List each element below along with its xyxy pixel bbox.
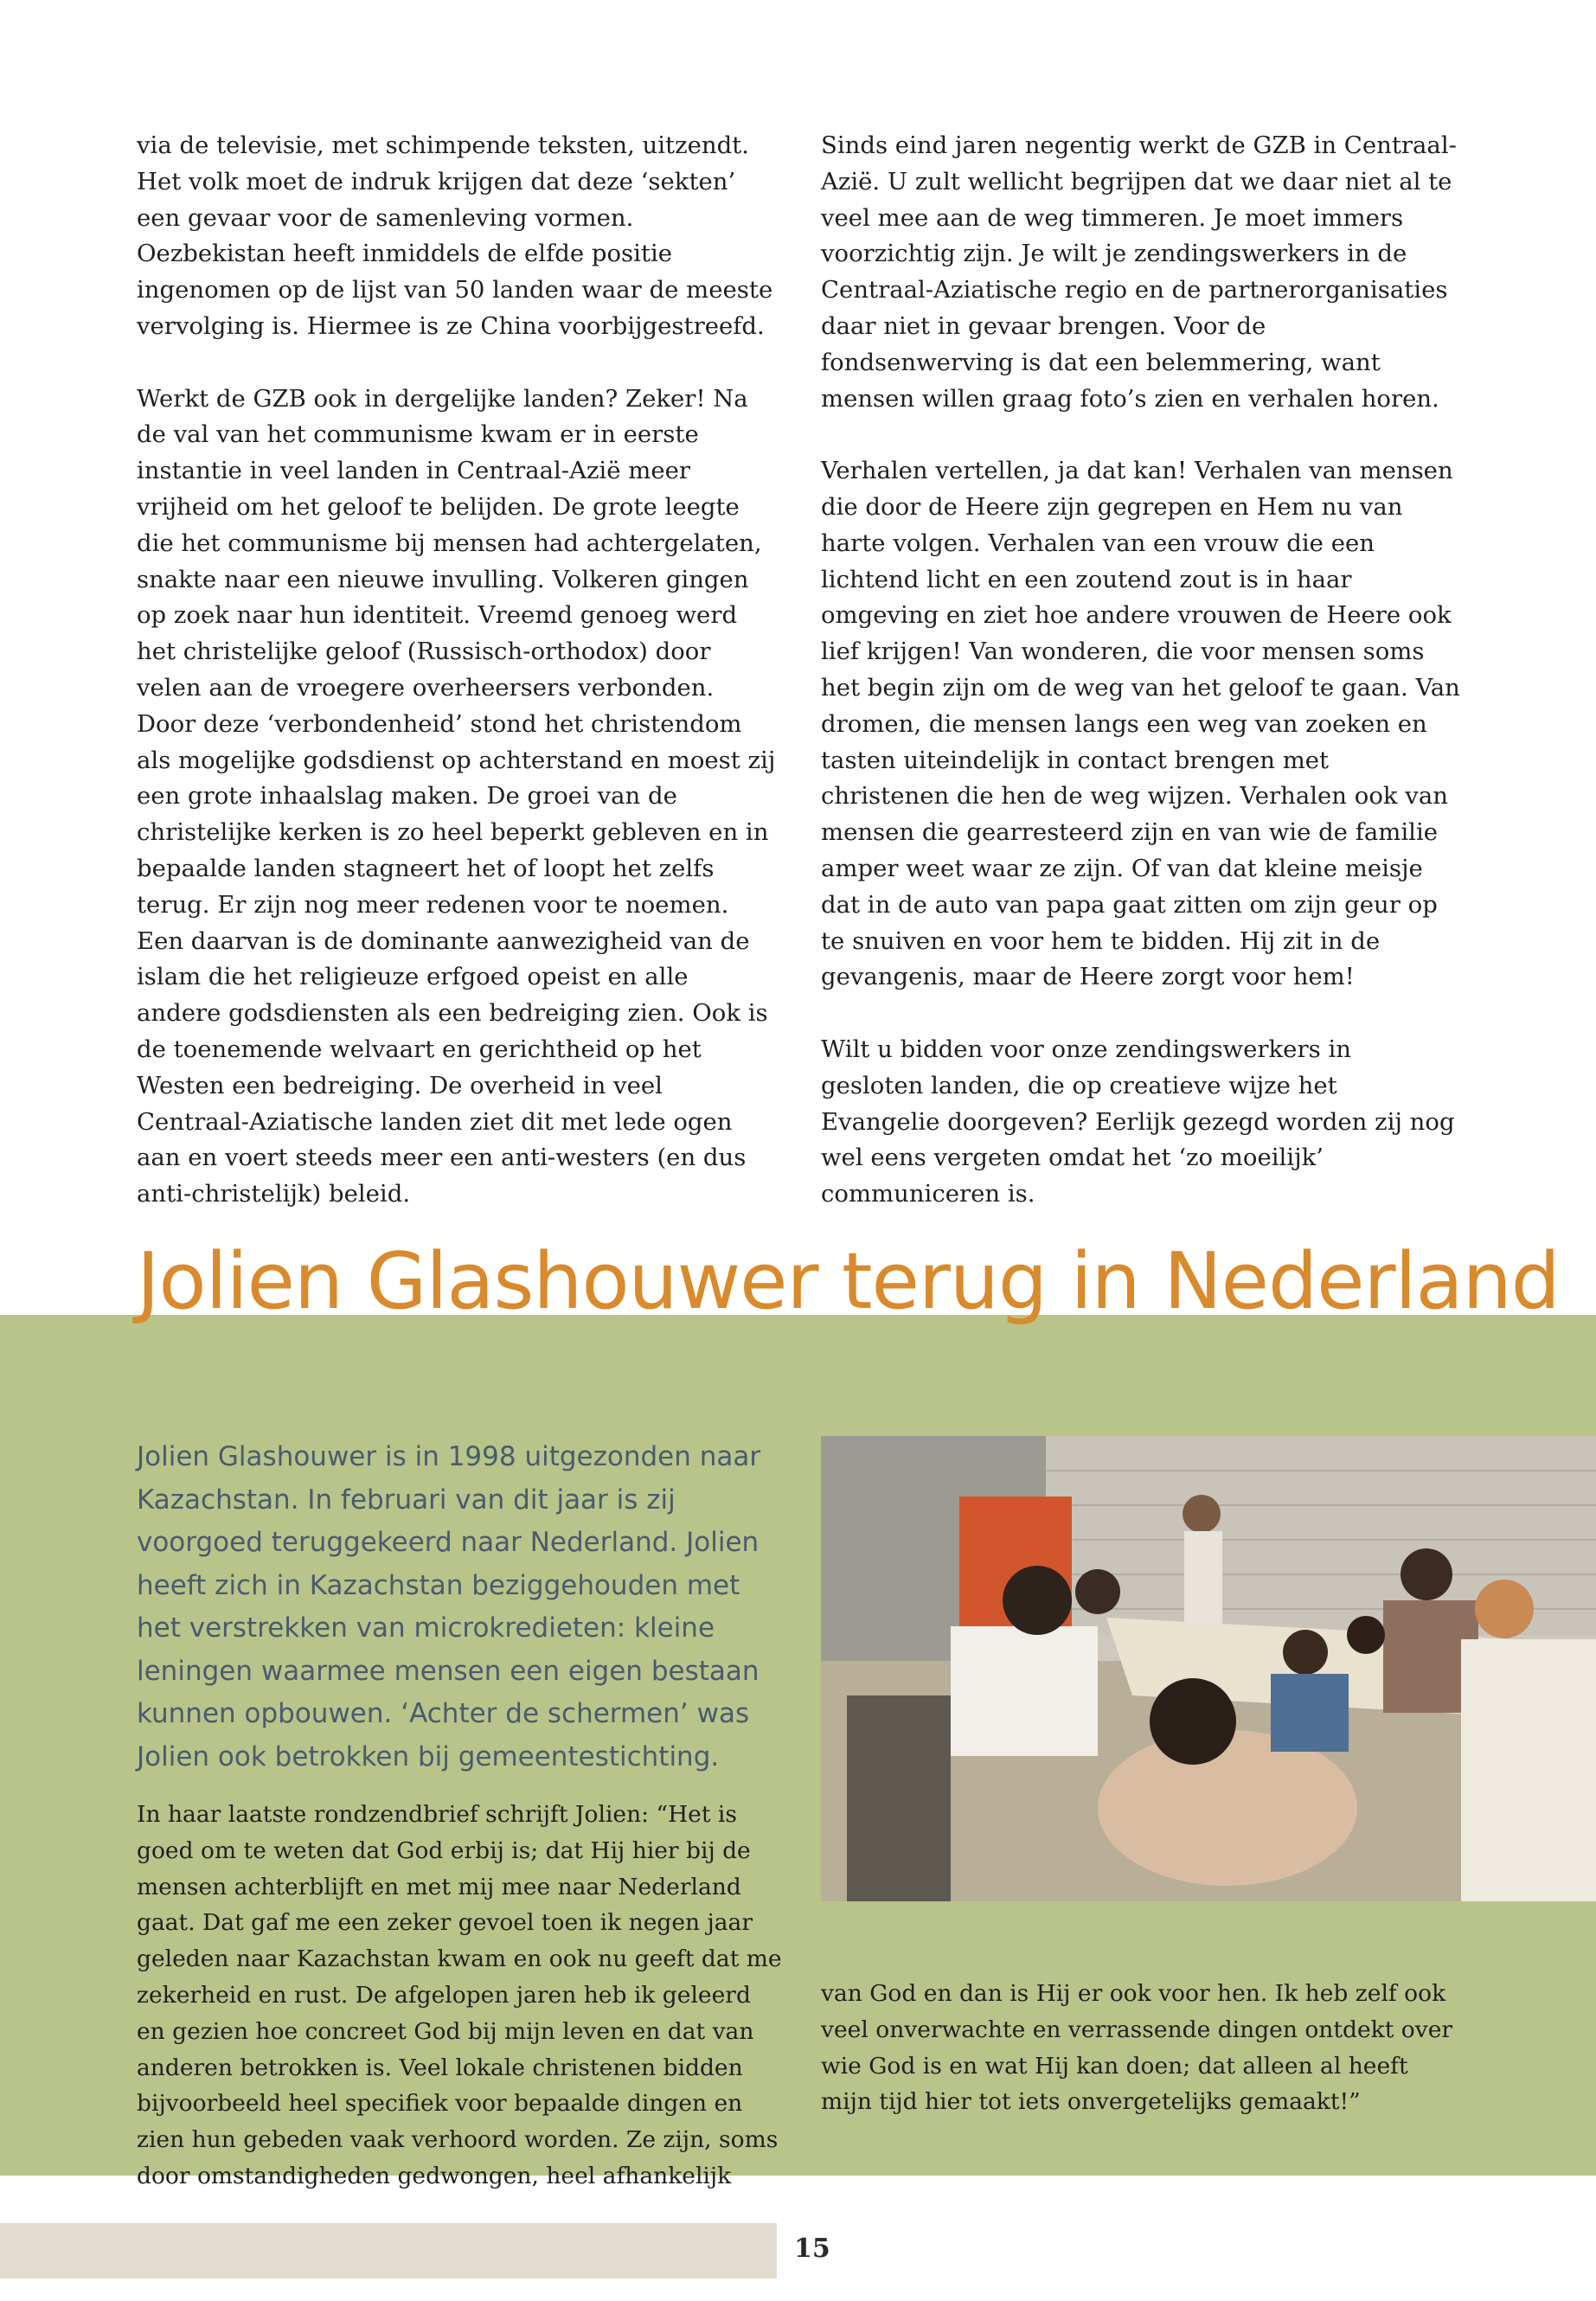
article-right-column — [821, 128, 1461, 1249]
feature-photo — [821, 1436, 1596, 1901]
article-paragraph: Wilt u bidden voor onze zendingswerkers in gesloten landen, die op creatieve wijze het Evangelie doorgeven? Eerlijk gezegd worden zij nog wel eens vergeten omdat het ‘zo moeilijk’ communiceren is. — [821, 1035, 1455, 1208]
page-number: 15 — [794, 2234, 830, 2264]
article-paragraph: Werkt de GZB ook in dergelijke landen? Zeker! Na de val van het communisme kwam er in eerste instantie in veel landen in Centraal-Azië meer vrijheid om het geloof te belijden. De grote leegte die het communisme bij mensen had achtergelaten, snakte naar een nieuwe invulling. Volkeren gingen op zoek naar hun identiteit. Vreemd genoeg werd het christelijke geloof (Russisch-orthodox) door velen aan de vroegere overheersers verbonden. Door deze ‘verbondenheid’ stond het christendom als mogelijke godsdienst op achterstand en moest zij een grote inhaalslag maken. De groei van de christelijke kerken is zo heel beperkt gebleven en in bepaalde landen stagneert het of loopt het zelfs terug. Er zijn nog meer redenen voor te noemen. Een daarvan is de dominante aanwezigheid van de islam die het religieuze erfgoed opeist en alle andere godsdiensten als een bedreiging zien. Ook is de toenemende welvaart en gerichtheid op het Westen een bedreiging. De overheid in veel Centraal-Aziatische landen ziet dit met lede ogen aan en voert steeds meer een anti-westers (en dus anti-christelijk) beleid. — [137, 384, 776, 1208]
feature-body-right — [821, 1976, 1461, 2157]
article-paragraph: via de televisie, met schimpende teksten, uitzendt. Het volk moet de indruk krijgen dat deze ‘sekten’ een gevaar voor de samenleving vormen. Oezbekistan heeft inmiddels de elfde positie ingenomen op de lijst van 50 landen waar de meeste vervolging is. Hiermee is ze China voorbijgestreefd. — [137, 131, 773, 340]
feature-paragraph: In haar laatste rondzendbrief schrijft Jolien: “Het is goed om te weten dat God erbij is; dat Hij hier bij de mensen achterblijft en met mij mee naar Nederland gaat. Dat gaf me een zeker gevoel toen ik negen jaar geleden naar Kazachstan kwam en ook nu geeft dat me zekerheid en rust. De afgelopen jaren heb ik geleerd en gezien hoe concreet God bij mijn leven en dat van anderen betrokken is. Veel lokale christenen bidden bijvoorbeeld heel specifiek voor bepaalde dingen en zien hun gebeden vaak verhoord worden. Ze zijn, soms door omstandigheden gedwongen, heel afhankelijk — [137, 1801, 782, 2189]
group-meal-photo — [821, 1436, 1596, 1901]
feature-body-left — [137, 1797, 785, 2231]
article-left-column — [137, 128, 777, 1249]
article-paragraph: Sinds eind jaren negentig werkt de GZB in Centraal-Azië. U zult wellicht begrijpen dat we daar niet al te veel mee aan de weg timmeren. Je moet immers voorzichtig zijn. Je wilt je zendingswerkers in de Centraal-Aziatische regio en de partnerorganisaties daar niet in gevaar brengen. Voor de fondsenwerving is dat een belemmering, want mensen willen graag foto’s zien en verhalen horen. — [821, 131, 1457, 413]
feature-headline: Jolien Glashouwer terug in Nederland — [137, 1236, 1560, 1327]
article-paragraph: Verhalen vertellen, ja dat kan! Verhalen van mensen die door de Heere zijn gegrepen en Hem nu van harte volgen. Verhalen van een vrouw die een lichtend licht en een zoutend zout is in haar omgeving en ziet hoe andere vrouwen de Heere ook lief krijgen! Van wonderen, die voor mensen soms het begin zijn om de weg van het geloof te gaan. Van dromen, die mensen langs een weg van zoeken en tasten uiteindelijk in contact brengen met christenen die hen de weg wijzen. Verhalen ook van mensen die gearresteerd zijn en van wie de familie amper weet waar ze zijn. Of van dat kleine meisje dat in de auto van papa gaat zitten om zijn geur op te snuiven en voor hem te bidden. Hij zit in de gevangenis, maar de Heere zorgt voor hem! — [821, 457, 1460, 991]
feature-intro: Jolien Glashouwer is in 1998 uitgezonden naar Kazachstan. In februari van dit jaar is zij voorgoed teruggekeerd naar Nederland. Jolien heeft zich in Kazachstan beziggehouden met het verstrekken van microkredieten: kleine leningen waarmee mensen een eigen bestaan kunnen opbouwen. ‘Achter de schermen’ was Jolien ook betrokken bij gemeentestichting. — [137, 1441, 761, 1772]
footer-bar — [0, 2223, 777, 2279]
feature-paragraph: van God en dan is Hij er ook voor hen. Ik heb zelf ook veel onverwachte en verrassende dingen ontdekt over wie God is en wat Hij kan doen; dat alleen al heeft mijn tijd hier tot iets onvergetelijks gemaakt!” — [821, 1980, 1453, 2116]
